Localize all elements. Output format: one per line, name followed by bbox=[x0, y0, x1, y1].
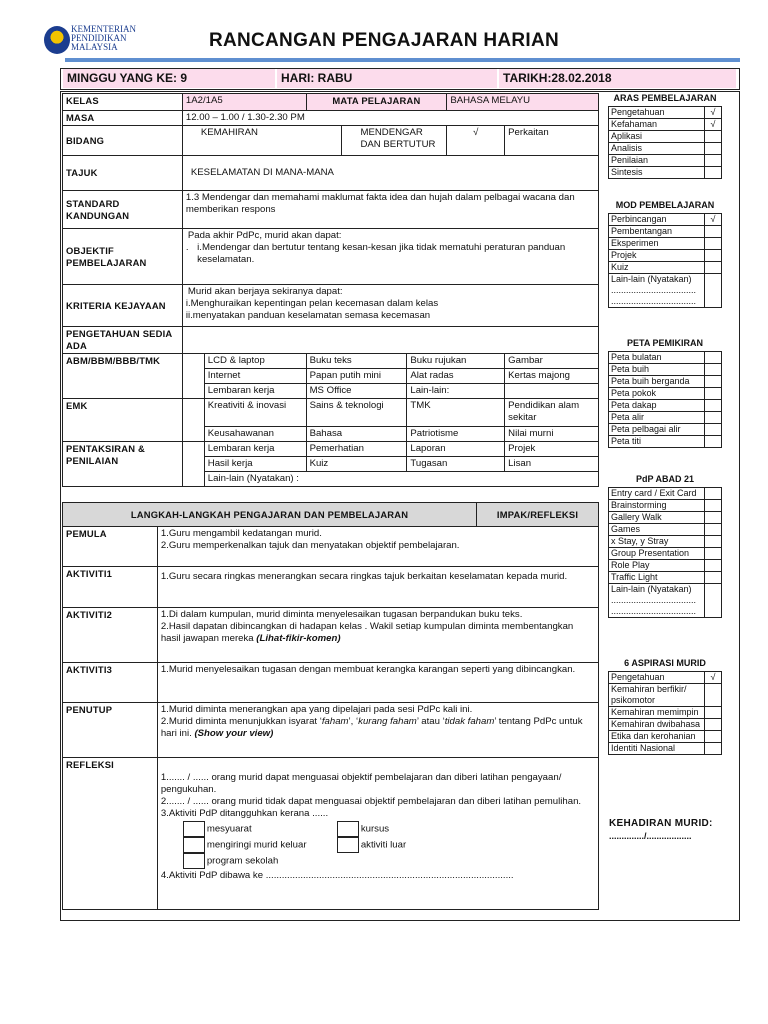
objektif-dot: . bbox=[185, 242, 189, 253]
mod-check bbox=[705, 250, 722, 262]
aspirasi-item: Etika dan kerohanian bbox=[609, 731, 705, 743]
pentaksiran-cell: Hasil kerja bbox=[204, 457, 306, 472]
aspirasi-item: Kemahiran berfikir/ psikomotor bbox=[609, 684, 705, 707]
peta-check bbox=[705, 436, 722, 448]
mod-item: Perbincangan bbox=[609, 214, 705, 226]
option-mesyuarat[interactable] bbox=[183, 821, 252, 837]
peta-item: Peta alir bbox=[609, 412, 705, 424]
abm-label: ABM/BBM/BBB/TMK bbox=[63, 354, 183, 399]
aspirasi-item: Kemahiran dwibahasa bbox=[609, 719, 705, 731]
mod-check bbox=[705, 274, 722, 308]
pdp-item: Entry card / Exit Card bbox=[609, 488, 705, 500]
pdp-check bbox=[705, 548, 722, 560]
mod-item: Eksperimen bbox=[609, 238, 705, 250]
aspirasi-tick: √ bbox=[705, 672, 722, 684]
peta-check bbox=[705, 364, 722, 376]
kelas-label: KELAS bbox=[63, 94, 183, 111]
kelas-value: 1A2/1A5 bbox=[182, 94, 306, 111]
aras-check bbox=[705, 131, 722, 143]
penutup-emphasis: (Show your view) bbox=[194, 728, 274, 739]
mod-lain-label: Lain-lain (Nyatakan) bbox=[611, 274, 692, 284]
tajuk-label: TAJUK bbox=[63, 156, 183, 191]
penutup-tidak-faham: tidak faham bbox=[444, 716, 495, 727]
pentaksiran-spacer bbox=[182, 442, 204, 487]
mod-item: Projek bbox=[609, 250, 705, 262]
mod-title: MOD PEMBELAJARAN bbox=[615, 200, 715, 210]
pdp-item: Gallery Walk bbox=[609, 512, 705, 524]
pemula-content bbox=[157, 527, 598, 567]
peta-item: Peta dakap bbox=[609, 400, 705, 412]
pdp-item: Games bbox=[609, 524, 705, 536]
peta-check bbox=[705, 388, 722, 400]
bidang-tick: √ bbox=[447, 126, 505, 156]
penutup-text-a: 2.Murid diminta menunjukkan isyarat ‘ bbox=[160, 716, 322, 727]
emk-label: EMK bbox=[63, 399, 183, 442]
peta-check bbox=[705, 352, 722, 364]
pdp-item: Brainstorming bbox=[609, 500, 705, 512]
mod-item: Pembentangan bbox=[609, 226, 705, 238]
aspirasi-check bbox=[705, 719, 722, 731]
abm-cell: Lembaran kerja bbox=[204, 384, 306, 399]
aspirasi-check bbox=[705, 684, 722, 707]
pdp-lain-line-2: .................................. bbox=[611, 606, 697, 616]
aras-tick: √ bbox=[705, 119, 722, 131]
option-label: mesyuarat bbox=[206, 823, 252, 835]
aktiviti2-step-1: 1.Di dalam kumpulan, murid diminta menyelesaikan tugasan berpandukan buku teks. bbox=[160, 609, 523, 620]
penutup-text-b: ’, ‘ bbox=[348, 716, 359, 727]
refleksi-line-2: 2....... / ...... orang murid tidak dapat menguasai objektif pembelajaran dan diberi latihan pemulihan. bbox=[160, 796, 582, 807]
pdp-lain-label: Lain-lain (Nyatakan) bbox=[611, 584, 692, 594]
option-program-sekolah[interactable] bbox=[183, 853, 278, 869]
penutup-text-d: ’ tentang PdPc untuk hari ini. bbox=[160, 716, 583, 739]
checkbox-icon[interactable] bbox=[337, 821, 359, 837]
peta-title: PETA PEMIKIRAN bbox=[626, 338, 703, 348]
aras-table bbox=[608, 106, 722, 179]
option-label: program sekolah bbox=[206, 855, 279, 867]
option-label: mengiringi murid keluar bbox=[206, 839, 307, 851]
aras-item: Kefahaman bbox=[609, 119, 705, 131]
aras-tick: √ bbox=[705, 107, 722, 119]
masa-label: MASA bbox=[63, 111, 183, 126]
peta-item: Peta titi bbox=[609, 436, 705, 448]
kriteria-item-2: ii.menyatakan panduan keselamatan semasa kecemasan bbox=[185, 310, 431, 321]
penutup-text-c: ’ atau ‘ bbox=[416, 716, 445, 727]
penutup-kurang-faham: kurang faham bbox=[358, 716, 417, 727]
pdp-title: PdP ABAD 21 bbox=[635, 474, 695, 484]
aktiviti2-label: AKTIVITI2 bbox=[63, 608, 158, 663]
kriteria-label: KRITERIA KEJAYAAN bbox=[63, 285, 183, 327]
kriteria-value bbox=[182, 285, 598, 327]
perkaitan-cell: Perkaitan bbox=[505, 126, 599, 156]
penutup-faham: faham bbox=[321, 716, 349, 727]
option-label: aktiviti luar bbox=[360, 839, 407, 851]
pdp-item: x Stay, y Stray bbox=[609, 536, 705, 548]
checkbox-icon[interactable] bbox=[183, 821, 205, 837]
peta-check bbox=[705, 400, 722, 412]
objektif-label: OBJEKTIF PEMBELAJARAN bbox=[63, 229, 183, 285]
lesson-info-table bbox=[62, 93, 599, 487]
checkbox-icon[interactable] bbox=[183, 837, 205, 853]
peta-item: Peta pelbagai alir bbox=[609, 424, 705, 436]
aras-item: Analisis bbox=[609, 143, 705, 155]
refleksi-line-1: 1....... / ...... orang murid dapat menguasai objektif pembelajaran dan diberi latihan pengayaan/ pengukuhan. bbox=[160, 772, 562, 795]
kehadiran-title: KEHADIRAN MURID: bbox=[609, 818, 713, 829]
refleksi-line-4: 4.Aktiviti PdP dibawa ke ............................................................................................. bbox=[160, 870, 514, 881]
pentaksiran-cell: Lisan bbox=[505, 457, 599, 472]
emk-cell: Nilai murni bbox=[505, 427, 599, 442]
logo-line-2: PENDIDIKAN bbox=[71, 33, 127, 43]
pdp-lain bbox=[609, 584, 705, 618]
abm-cell: Lain-lain: bbox=[407, 384, 505, 399]
pentaksiran-cell: Lembaran kerja bbox=[204, 442, 306, 457]
penutup-label: PENUTUP bbox=[63, 703, 158, 758]
pemula-step-2: 2.Guru memperkenalkan tajuk dan menyatakan objektif pembelajaran. bbox=[160, 540, 460, 551]
abm-cell bbox=[505, 384, 599, 399]
option-mengiringi[interactable] bbox=[183, 837, 307, 853]
pemula-label: PEMULA bbox=[63, 527, 158, 567]
aras-check bbox=[705, 155, 722, 167]
peta-check bbox=[705, 424, 722, 436]
aspirasi-item: Pengetahuan bbox=[609, 672, 705, 684]
kriteria-item-1: i.Menghuraikan kepentingan pelan kecemasan dalam kelas bbox=[185, 298, 439, 309]
emk-cell: Sains & teknologi bbox=[306, 399, 407, 427]
tajuk-value: KESELAMATAN DI MANA-MANA bbox=[182, 156, 598, 191]
pdp-check bbox=[705, 572, 722, 584]
abm-cell: Papan putih mini bbox=[306, 369, 407, 384]
emk-spacer bbox=[182, 399, 204, 442]
pdp-item: Group Presentation bbox=[609, 548, 705, 560]
pentaksiran-cell: Tugasan bbox=[407, 457, 505, 472]
aspirasi-table bbox=[608, 671, 722, 755]
kehadiran-value: ............../.................. bbox=[609, 831, 692, 841]
checkbox-icon[interactable] bbox=[183, 853, 205, 869]
aktiviti2-step-2 bbox=[161, 621, 595, 645]
objektif-intro: Pada akhir PdPc, murid akan dapat: bbox=[187, 230, 342, 241]
aktiviti2-step-2-text: 2.Hasil dapatan dibincangkan di hadapan kelas . Wakil setiap kumpulan diminta membentangkan hasil jawapan mereka bbox=[160, 621, 574, 644]
refleksi-options bbox=[161, 820, 595, 870]
refleksi-label: REFLEKSI bbox=[63, 758, 158, 910]
pdp-check bbox=[705, 536, 722, 548]
objektif-item: i.Mendengar dan bertutur tentang kesan-kesan jika tidak mematuhi peraturan panduan keselamatan. bbox=[197, 242, 566, 265]
mod-check bbox=[705, 238, 722, 250]
abm-cell: MS Office bbox=[306, 384, 407, 399]
emk-cell: TMK bbox=[407, 399, 505, 427]
abm-cell: Buku rujukan bbox=[407, 354, 505, 369]
logo-line-3: MALAYSIA bbox=[71, 42, 118, 52]
option-label: kursus bbox=[360, 823, 390, 835]
aktiviti2-content bbox=[157, 608, 598, 663]
standard-kandungan-label: STANDARD KANDUNGAN bbox=[63, 191, 183, 229]
mata-pelajaran-value: BAHASA MELAYU bbox=[447, 94, 599, 111]
refleksi-content bbox=[157, 758, 598, 910]
abm-cell: Alat radas bbox=[407, 369, 505, 384]
pdp-item: Traffic Light bbox=[609, 572, 705, 584]
aspirasi-check bbox=[705, 743, 722, 755]
abm-cell: Gambar bbox=[505, 354, 599, 369]
pentaksiran-cell: Pemerhatian bbox=[306, 442, 407, 457]
mata-pelajaran-label: MATA PELAJARAN bbox=[306, 94, 447, 111]
emk-cell: Patriotisme bbox=[407, 427, 505, 442]
pengetahuan-value bbox=[182, 327, 598, 354]
aktiviti2-emphasis: (Lihat-fikir-komen) bbox=[256, 633, 341, 644]
pentaksiran-lain: Lain-lain (Nyatakan) : bbox=[204, 472, 598, 487]
pdp-check bbox=[705, 512, 722, 524]
pentaksiran-label: PENTAKSIRAN & PENILAIAN bbox=[63, 442, 183, 487]
aras-check bbox=[705, 167, 722, 179]
kriteria-intro: Murid akan berjaya sekiranya dapat: bbox=[187, 286, 343, 297]
mod-item: Kuiz bbox=[609, 262, 705, 274]
aras-item: Aplikasi bbox=[609, 131, 705, 143]
peta-item: Peta pokok bbox=[609, 388, 705, 400]
aras-check bbox=[705, 143, 722, 155]
logo-line-1: KEMENTERIAN bbox=[71, 24, 136, 34]
peta-check bbox=[705, 376, 722, 388]
document-title: RANCANGAN PENGAJARAN HARIAN bbox=[208, 30, 560, 51]
steps-table bbox=[62, 502, 599, 910]
abm-spacer bbox=[182, 354, 204, 399]
mendengar-cell: MENDENGAR DAN BERTUTUR bbox=[342, 126, 447, 156]
impak-header: IMPAK/REFLEKSI bbox=[477, 503, 599, 527]
header-bar bbox=[60, 68, 740, 90]
aspirasi-check bbox=[705, 731, 722, 743]
aktiviti3-content: 1.Murid menyelesaikan tugasan dengan membuat kerangka karangan seperti yang dibincangkan. bbox=[157, 663, 598, 703]
option-kursus[interactable] bbox=[337, 821, 389, 837]
kemahiran-cell: KEMAHIRAN bbox=[182, 126, 342, 156]
hari-field: HARI: RABU bbox=[277, 69, 497, 88]
peta-item: Peta bulatan bbox=[609, 352, 705, 364]
mod-check bbox=[705, 262, 722, 274]
mod-tick: √ bbox=[705, 214, 722, 226]
pdp-check bbox=[705, 560, 722, 572]
aspirasi-check bbox=[705, 707, 722, 719]
checkbox-icon[interactable] bbox=[337, 837, 359, 853]
pentaksiran-cell: Kuiz bbox=[306, 457, 407, 472]
emk-cell: Bahasa bbox=[306, 427, 407, 442]
pentaksiran-cell: Laporan bbox=[407, 442, 505, 457]
abm-cell: Kertas majong bbox=[505, 369, 599, 384]
mod-lain-line-1: .................................. bbox=[611, 285, 697, 295]
steps-header: LANGKAH-LANGKAH PENGAJARAN DAN PEMBELAJARAN bbox=[63, 503, 477, 527]
pdp-check bbox=[705, 584, 722, 618]
aras-item: Penilaian bbox=[609, 155, 705, 167]
aktiviti3-label: AKTIVITI3 bbox=[63, 663, 158, 703]
pemula-step-1: 1.Guru mengambil kedatangan murid. bbox=[160, 528, 322, 539]
tarikh-field: TARIKH:28.02.2018 bbox=[499, 69, 736, 88]
minggu-field: MINGGU YANG KE: 9 bbox=[63, 69, 275, 88]
objektif-value bbox=[182, 229, 598, 285]
aspirasi-item: Kemahiran memimpin bbox=[609, 707, 705, 719]
abm-cell: Buku teks bbox=[306, 354, 407, 369]
mod-check bbox=[705, 226, 722, 238]
masa-value: 12.00 – 1.00 / 1.30-2.30 PM bbox=[182, 111, 598, 126]
pdp-check bbox=[705, 524, 722, 536]
peta-item: Peta buih bbox=[609, 364, 705, 376]
pentaksiran-cell: Projek bbox=[505, 442, 599, 457]
aspirasi-title: 6 ASPIRASI MURID bbox=[624, 658, 706, 668]
aras-item: Pengetahuan bbox=[609, 107, 705, 119]
standard-kandungan-value: 1.3 Mendengar dan memahami maklumat fakta idea dan hujah dalam pelbagai wacana dan memberikan respons bbox=[182, 191, 598, 229]
pengetahuan-label: PENGETAHUAN SEDIA ADA bbox=[63, 327, 183, 354]
penutup-step-1: 1.Murid diminta menerangkan apa yang dipelajari pada sesi PdPc kali ini. bbox=[160, 704, 473, 715]
pdp-lain-line-1: .................................. bbox=[611, 595, 697, 605]
mod-table bbox=[608, 213, 722, 308]
emk-cell: Kreativiti & inovasi bbox=[204, 399, 306, 427]
pdp-check bbox=[705, 488, 722, 500]
aras-title: ARAS PEMBELAJARAN bbox=[613, 93, 717, 103]
option-aktiviti-luar[interactable] bbox=[337, 837, 406, 853]
peta-table bbox=[608, 351, 722, 448]
mod-lain bbox=[609, 274, 705, 308]
pdp-table bbox=[608, 487, 722, 618]
abm-cell: LCD & laptop bbox=[204, 354, 306, 369]
peta-item: Peta buih berganda bbox=[609, 376, 705, 388]
aktiviti1-label: AKTIVITI1 bbox=[63, 567, 158, 608]
emk-cell: Keusahawanan bbox=[204, 427, 306, 442]
emk-cell: Pendidikan alam sekitar bbox=[505, 399, 599, 427]
abm-cell: Internet bbox=[204, 369, 306, 384]
refleksi-line-3: 3.Aktiviti PdP ditangguhkan kerana ...... bbox=[160, 808, 329, 819]
penutup-content bbox=[157, 703, 598, 758]
peta-check bbox=[705, 412, 722, 424]
bidang-label: BIDANG bbox=[63, 126, 183, 156]
pdp-item: Role Play bbox=[609, 560, 705, 572]
aspirasi-item: Identiti Nasional bbox=[609, 743, 705, 755]
aras-item: Sintesis bbox=[609, 167, 705, 179]
pdp-check bbox=[705, 500, 722, 512]
penutup-step-2 bbox=[161, 716, 595, 740]
mod-lain-line-2: .................................. bbox=[611, 296, 697, 306]
title-underline bbox=[65, 58, 740, 62]
aktiviti1-content: 1.Guru secara ringkas menerangkan secara ringkas tajuk berkaitan keselamatan kepada murid. bbox=[157, 567, 598, 608]
